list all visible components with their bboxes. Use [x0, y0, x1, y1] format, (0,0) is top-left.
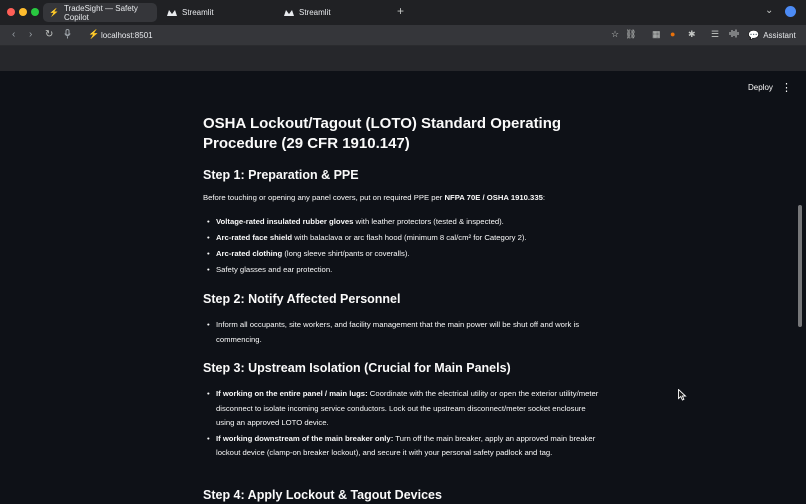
assistant-label: Assistant	[763, 31, 796, 40]
tab-search-chevron-icon[interactable]: ⌄	[765, 5, 774, 16]
tab-title: Streamlit	[299, 8, 331, 17]
tab-streamlit-1[interactable]	[164, 3, 276, 22]
list-item: • Arc-rated face shield with balaclava or arc flash hood (minimum 8 cal/cm² for Category 2).	[216, 231, 603, 246]
new-tab-button[interactable]: +	[397, 4, 405, 18]
tab-strip	[0, 0, 806, 25]
address-bar[interactable]: localhost:8501	[101, 31, 153, 40]
maximize-window-button[interactable]	[31, 8, 39, 16]
ppe-list	[203, 215, 603, 279]
list-item: • Safety glasses and ear protection.	[216, 263, 603, 278]
reading-list-icon[interactable]: ☰	[711, 29, 720, 39]
streamlit-icon	[166, 8, 177, 18]
list-item: • Inform all occupants, site workers, and facility management that the main power will be shut off and work is commencing.	[216, 318, 603, 347]
bookmark-star-icon[interactable]: ☆	[611, 29, 620, 39]
notify-list	[203, 318, 603, 347]
list-item: • Voltage-rated insulated rubber gloves with leather protectors (tested & inspected).	[216, 215, 603, 230]
link-icon[interactable]: ⛓	[625, 29, 637, 39]
mouse-cursor-icon	[678, 388, 687, 406]
puzzle-icon[interactable]: ✱	[688, 29, 696, 39]
lightning-icon: ⚡	[49, 8, 59, 17]
forward-arrow-icon[interactable]: ›	[29, 29, 33, 40]
chat-bubble-icon: 💬	[748, 30, 760, 40]
list-item: • If working on the entire panel / main lugs: Coordinate with the electrical utility or open the exterior utility/meter disconnect to isolate incoming service conductors. Lock out the upstream disconnect/meter socket enclosure using an approved LOTO device.	[216, 387, 603, 431]
audio-bars-icon[interactable]	[729, 29, 739, 40]
microphone-icon[interactable]	[64, 29, 71, 42]
close-window-button[interactable]	[7, 8, 15, 16]
browser-toolbar	[0, 25, 806, 46]
deploy-button[interactable]: Deploy	[748, 83, 773, 92]
tab-title: TradeSight — Safety Copilot	[63, 3, 138, 22]
site-info-icon[interactable]: ⚡	[88, 29, 100, 39]
step-heading: Step 2: Notify Affected Personnel	[203, 292, 401, 306]
step-heading: Step 3: Upstream Isolation (Crucial for Main Panels)	[203, 361, 511, 375]
page-scrollbar[interactable]	[798, 205, 802, 327]
streamlit-icon	[283, 8, 294, 18]
isolation-list	[203, 387, 603, 462]
extension-icon[interactable]: ▦	[652, 29, 661, 39]
minimize-window-button[interactable]	[19, 8, 27, 16]
page-title: OSHA Lockout/Tagout (LOTO) Standard Operating Procedure (29 CFR 1910.147)	[203, 115, 562, 152]
extension-icon[interactable]: ●	[670, 29, 676, 39]
list-item: • If working downstream of the main breaker only: Turn off the main breaker, apply an approved main breaker lockout device (clamp-on breaker lockout), and secure it with your personal safety padlock and tag.	[216, 432, 603, 461]
toolbar-band	[0, 46, 806, 71]
tab-title: Streamlit	[182, 8, 214, 17]
main-menu-button[interactable]: ⋮	[781, 82, 792, 94]
step-heading: Step 4: Apply Lockout & Tagout Devices	[203, 488, 442, 502]
step-heading: Step 1: Preparation & PPE	[203, 168, 359, 182]
reload-icon[interactable]: ↻	[45, 29, 54, 40]
back-arrow-icon[interactable]: ‹	[12, 29, 16, 40]
list-item: • Arc-rated clothing (long sleeve shirt/pants or coveralls).	[216, 247, 603, 262]
step1-intro: Before touching or opening any panel covers, put on required PPE per NFPA 70E / OSHA 1910.335:	[203, 193, 546, 202]
tab-streamlit-2[interactable]	[281, 3, 391, 22]
tab-tradesight[interactable]	[43, 3, 157, 22]
profile-avatar[interactable]	[785, 6, 796, 17]
assistant-button[interactable]	[748, 30, 796, 41]
